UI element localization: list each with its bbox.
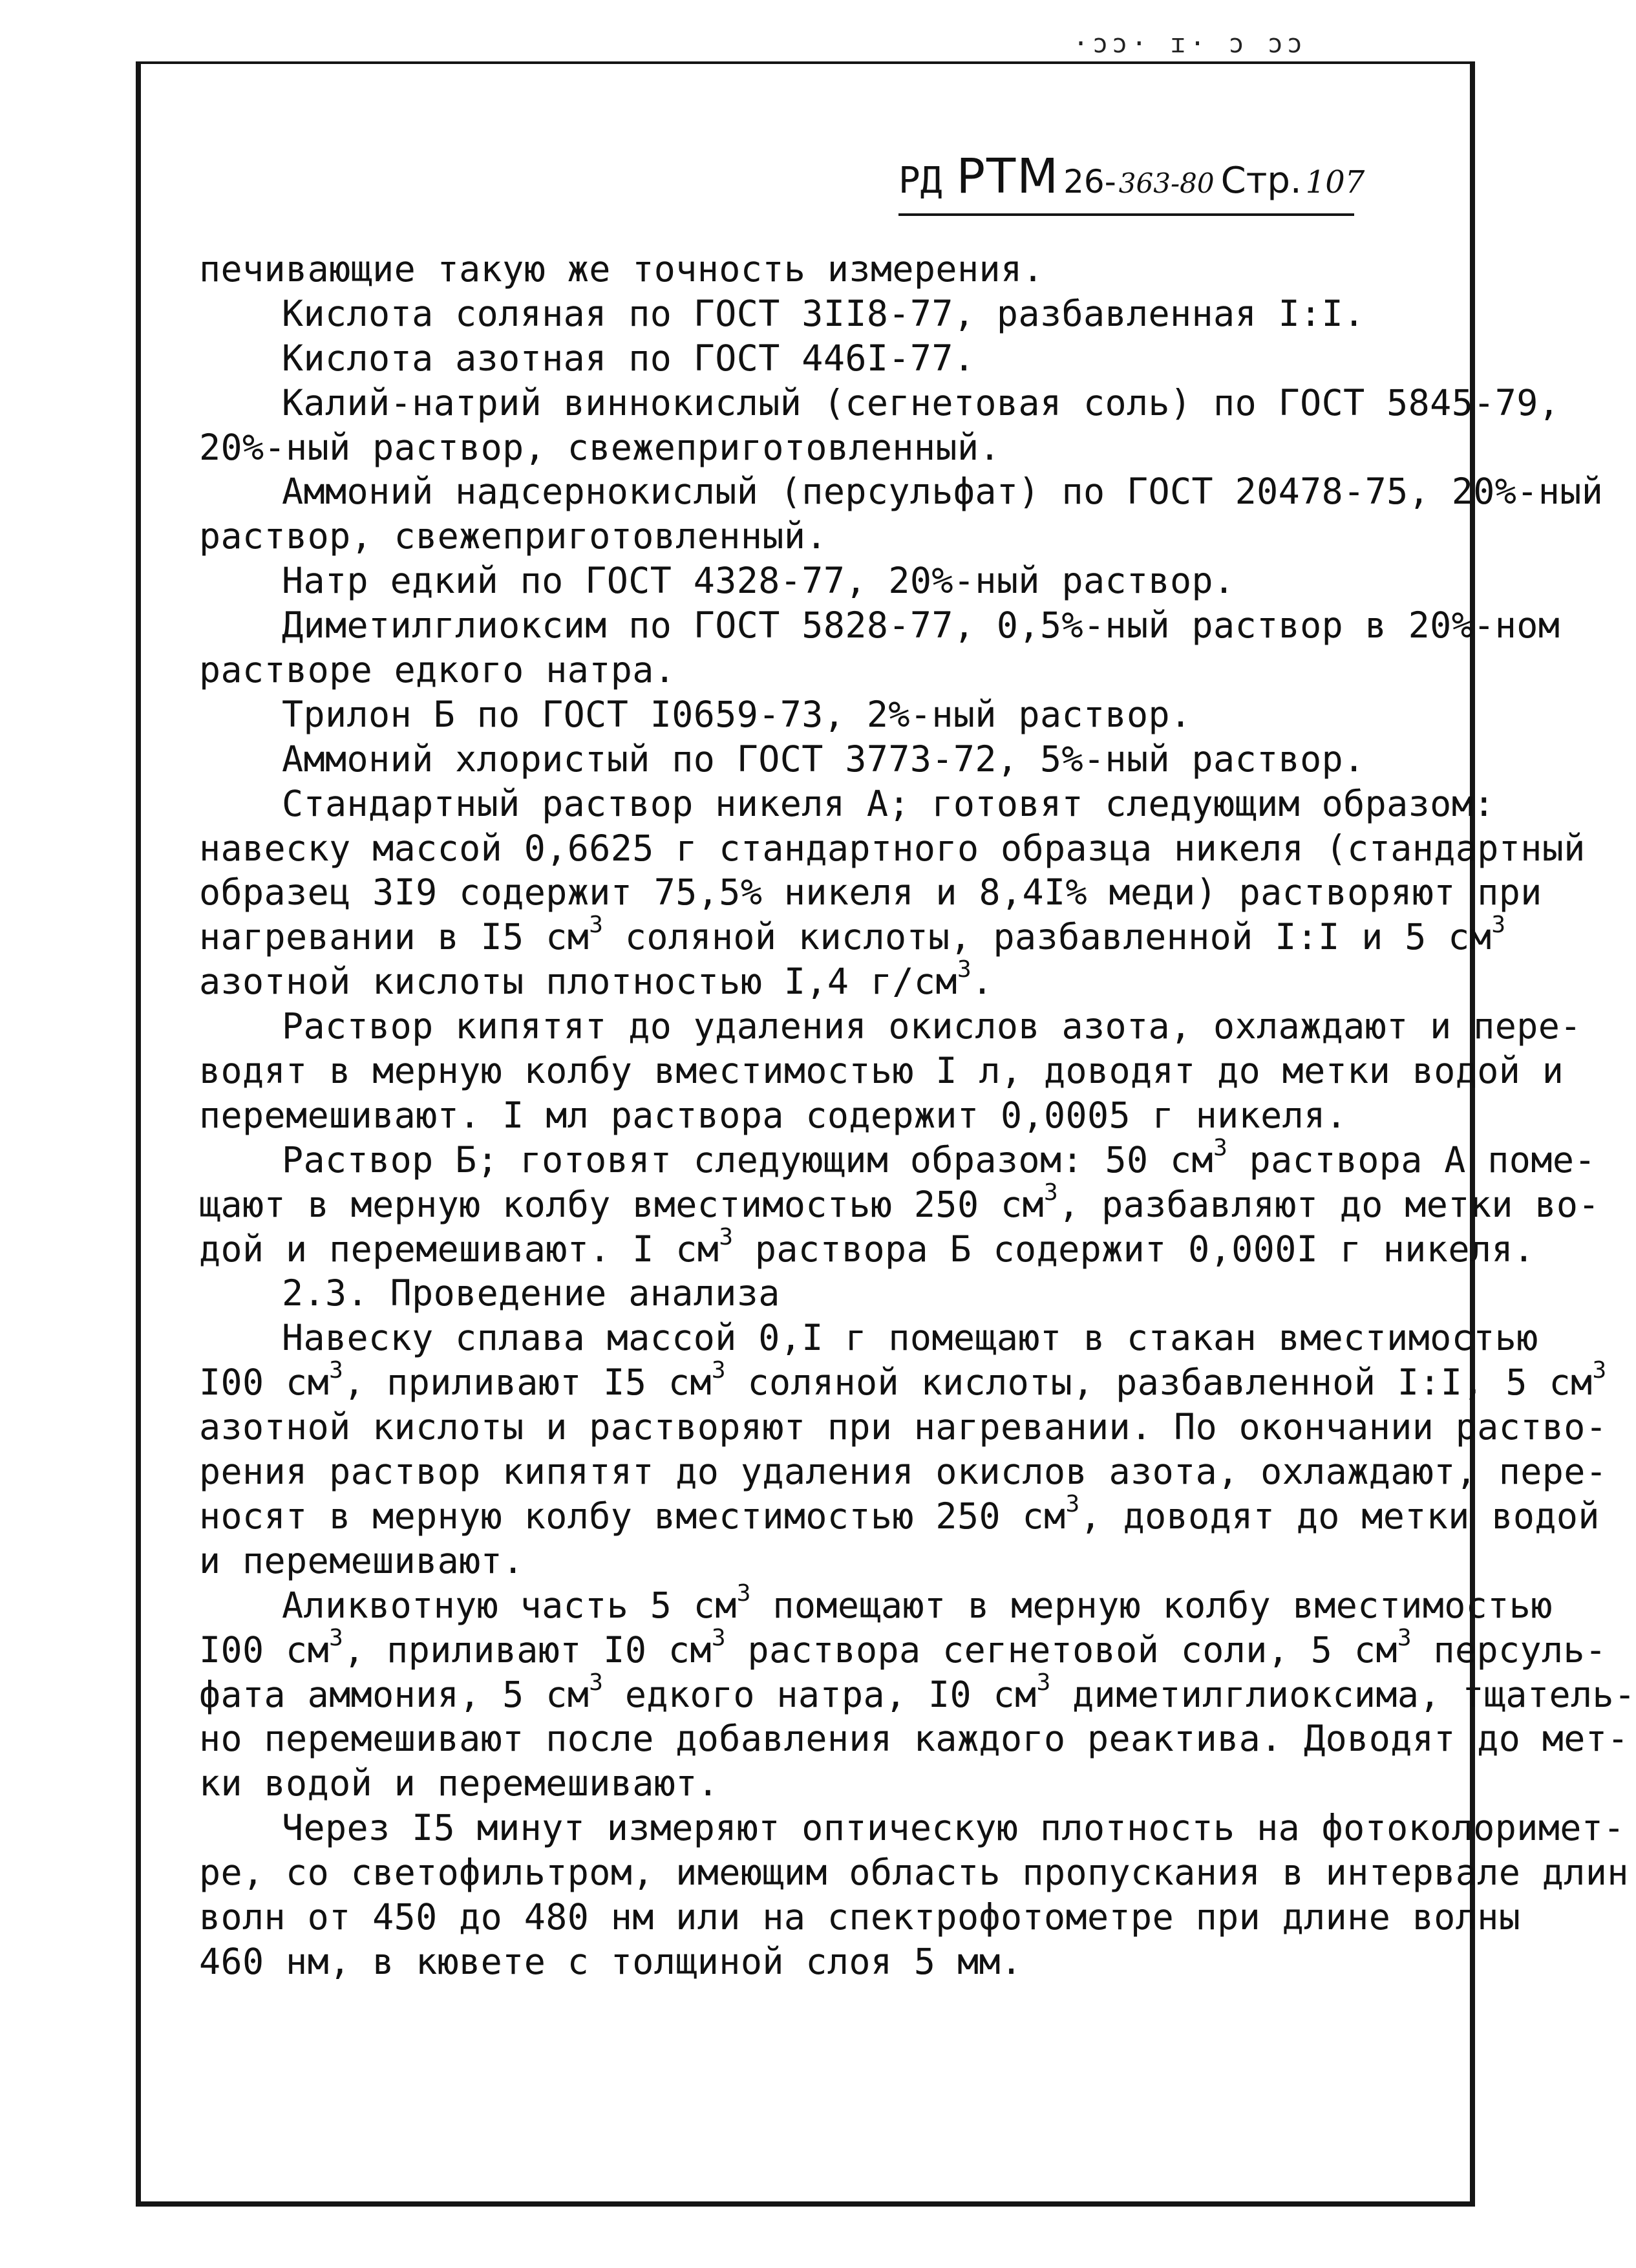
superscript: 3 (1491, 912, 1506, 939)
page-number: 107 (1305, 164, 1365, 200)
body-line: растворе едкого натра. (199, 649, 676, 691)
body-line: носят в мерную колбу вместимостью 250 $см^3$, доводят до метки водой (199, 1490, 1600, 1537)
body-line: печивающие такую же точность измерения. (199, 248, 1044, 290)
body-line: Калий-натрий виннокислый (сегнетовая соль) по ГОСТ 5845-79, (282, 381, 1560, 423)
superscript: 3 (711, 1624, 726, 1651)
body-line: Кислота соляная по ГОСТ 3II8-77, разбавленная I:I. (282, 292, 1365, 334)
body-line: I00 $см^3$, приливают I5 $см^3$ соляной кислоты, разбавленной I:I, 5 $см^3$ (199, 1357, 1607, 1404)
document-stamp (898, 149, 1365, 213)
body-line: дой и перемешивают. I $см^3$ раствора Б содержит 0,000I г никеля. (199, 1223, 1535, 1270)
body-line: азотной кислоты плотностью I,4 $г/см^3$. (199, 956, 993, 1003)
superscript: 3 (1397, 1624, 1412, 1651)
section-heading: 2.3. Проведение анализа (282, 1272, 780, 1314)
body-line: раствор, свежеприготовленный. (199, 515, 827, 557)
body-line: 20%-ный раствор, свежеприготовленный. (199, 426, 1001, 468)
body-line: щают в мерную колбу вместимостью 250 $см^3$, разбавляют до метки во- (199, 1179, 1600, 1225)
body-line: перемешивают. I мл раствора содержит 0,0005 г никеля. (199, 1094, 1348, 1136)
doc-prefix: РД (898, 160, 942, 202)
superscript: 3 (1065, 1490, 1080, 1517)
stamp-underline (898, 213, 1354, 216)
superscript: 3 (1044, 1179, 1059, 1206)
body-line: I00 $см^3$, приливают I0 $см^3$ раствора сегнетовой соли, 5 $см^3$ персуль- (199, 1624, 1607, 1671)
body-line: водят в мерную колбу вместимостью I л, доводят до метки водой и (199, 1050, 1564, 1092)
body-line: навеску массой 0,6625 г стандартного образца никеля (стандартный (199, 827, 1586, 869)
superscript: 3 (1036, 1669, 1051, 1696)
body-line: и перемешивают. (199, 1539, 524, 1581)
body-line: ре, со светофильтром, имеющим область пропускания в интервале длин (199, 1852, 1629, 1894)
body-line: но перемешивают после добавления каждого реактива. Доводят до мет- (199, 1718, 1629, 1760)
superscript: 3 (589, 1669, 604, 1696)
body-line: нагревании в I5 $см^3$ соляной кислоты, разбавленной I:I и 5 $см^3$ (199, 912, 1506, 958)
body-line: Натр едкий по ГОСТ 4328-77, 20%-ный раствор. (282, 560, 1235, 602)
cropped-header-code: ·ɔɔ· ɪ· ɔ ɔɔ (1073, 29, 1306, 59)
superscript: 3 (1592, 1357, 1607, 1384)
superscript: 3 (589, 912, 604, 939)
page-label: Стр. (1220, 160, 1302, 202)
body-line: Кислота азотная по ГОСТ 446I-77. (282, 337, 975, 379)
doc-series: РТМ (956, 149, 1060, 204)
body-line: Трилон Б по ГОСТ I0659-73, 2%-ный раствор. (282, 693, 1192, 735)
body-line: Стандартный раствор никеля А; готовят следующим образом: (282, 782, 1495, 824)
body-line: фата аммония, 5 $см^3$ едкого натра, I0 $см^3$ диметилглиоксима, тщатель- (199, 1669, 1636, 1715)
superscript: 3 (719, 1223, 734, 1250)
body-line: Навеску сплава массой 0,I г помещают в стакан вместимостью (282, 1317, 1538, 1359)
body-line: Через I5 минут измеряют оптическую плотность на фотоколоримет- (282, 1807, 1625, 1849)
body-line: Аликвотную часть 5 $см^3$ помещают в мерную колбу вместимостью (282, 1579, 1553, 1626)
superscript: 3 (736, 1579, 751, 1607)
body-line: ки водой и перемешивают. (199, 1762, 719, 1804)
body-line: образец 3I9 содержит 75,5% никеля и 8,4I% меди) растворяют при (199, 872, 1542, 914)
body-line: Раствор Б; готовят следующим образом: 50 $см^3$ раствора А поме- (282, 1134, 1596, 1181)
doc-handwritten-code: 363-80 (1118, 167, 1215, 199)
body-line: волн от 450 до 480 нм или на спектрофотометре при длине волны (199, 1896, 1521, 1938)
body-line: Раствор кипятят до удаления окислов азота, охлаждают и пере- (282, 1005, 1582, 1047)
body-line: 460 нм, в кювете с толщиной слоя 5 мм. (199, 1940, 1023, 1982)
body-line: рения раствор кипятят до удаления окислов азота, охлаждают, пере- (199, 1451, 1608, 1493)
document-body (199, 247, 1636, 1984)
superscript: 3 (711, 1357, 726, 1384)
body-line: азотной кислоты и растворяют при нагревании. По окончании раство- (199, 1406, 1608, 1448)
superscript: 3 (1213, 1134, 1228, 1161)
superscript: 3 (329, 1624, 344, 1651)
superscript: 3 (329, 1357, 344, 1384)
body-line: Диметилглиоксим по ГОСТ 5828-77, 0,5%-ный раствор в 20%-ном (282, 604, 1560, 647)
doc-code: 26- (1063, 163, 1116, 200)
body-line: Аммоний хлористый по ГОСТ 3773-72, 5%-ный раствор. (282, 738, 1365, 780)
body-line: Аммоний надсернокислый (персульфат) по ГОСТ 20478-75, 20%-ный (282, 471, 1604, 513)
superscript: 3 (957, 956, 972, 983)
